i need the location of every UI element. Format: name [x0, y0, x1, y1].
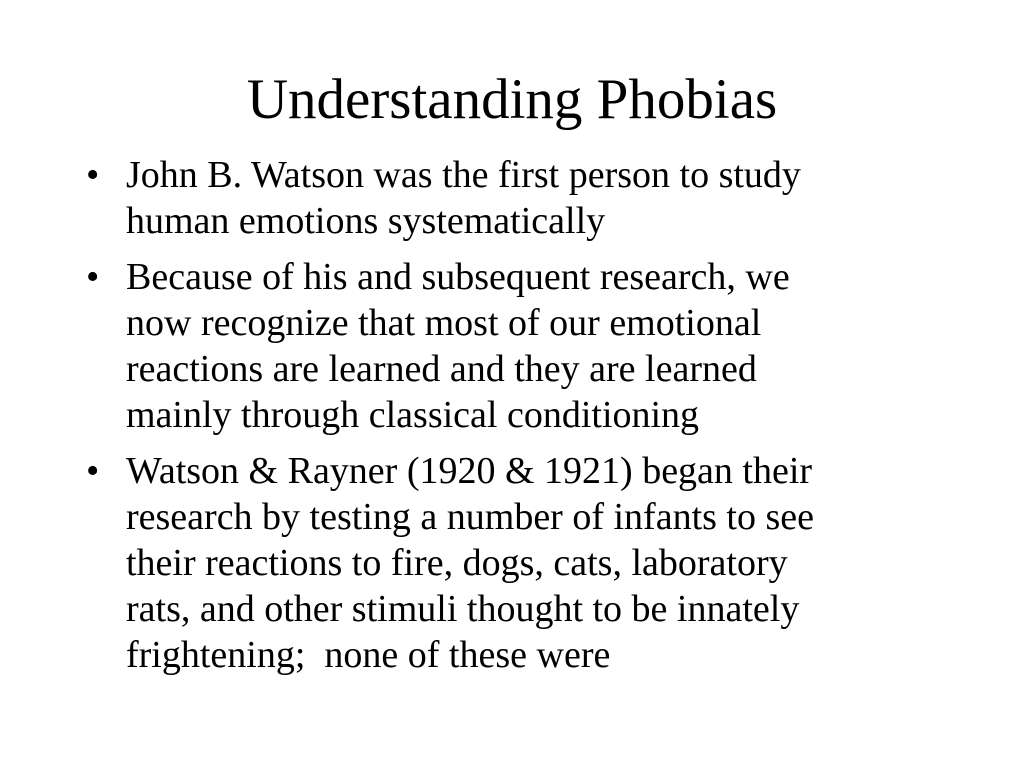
bullet-line: human emotions systematically [126, 200, 606, 242]
bullet-line: frightening; none of these were [126, 634, 611, 676]
bullet-line: rats, and other stimuli thought to be innately [126, 588, 800, 630]
bullet-line: reactions are learned and they are learned [126, 348, 757, 390]
bullet-line: research by testing a number of infants to see [126, 496, 814, 538]
bullet-line: John B. Watson was the first person to study [126, 154, 801, 196]
bullet-icon: • [86, 450, 100, 492]
bullet-item [86, 254, 966, 438]
bullet-item [86, 448, 966, 678]
bullet-icon: • [86, 256, 100, 298]
bullet-line: now recognize that most of our emotional [126, 302, 762, 344]
bullet-line: mainly through classical conditioning [126, 394, 700, 436]
bullet-item [86, 152, 966, 244]
slide-title: Understanding Phobias [246, 68, 778, 131]
bullet-line: their reactions to fire, dogs, cats, laboratory [126, 542, 788, 584]
bullet-list [86, 152, 966, 688]
bullet-line: Because of his and subsequent research, we [126, 256, 790, 298]
bullet-line: Watson & Rayner (1920 & 1921) began their [126, 450, 813, 492]
bullet-icon: • [86, 154, 100, 196]
